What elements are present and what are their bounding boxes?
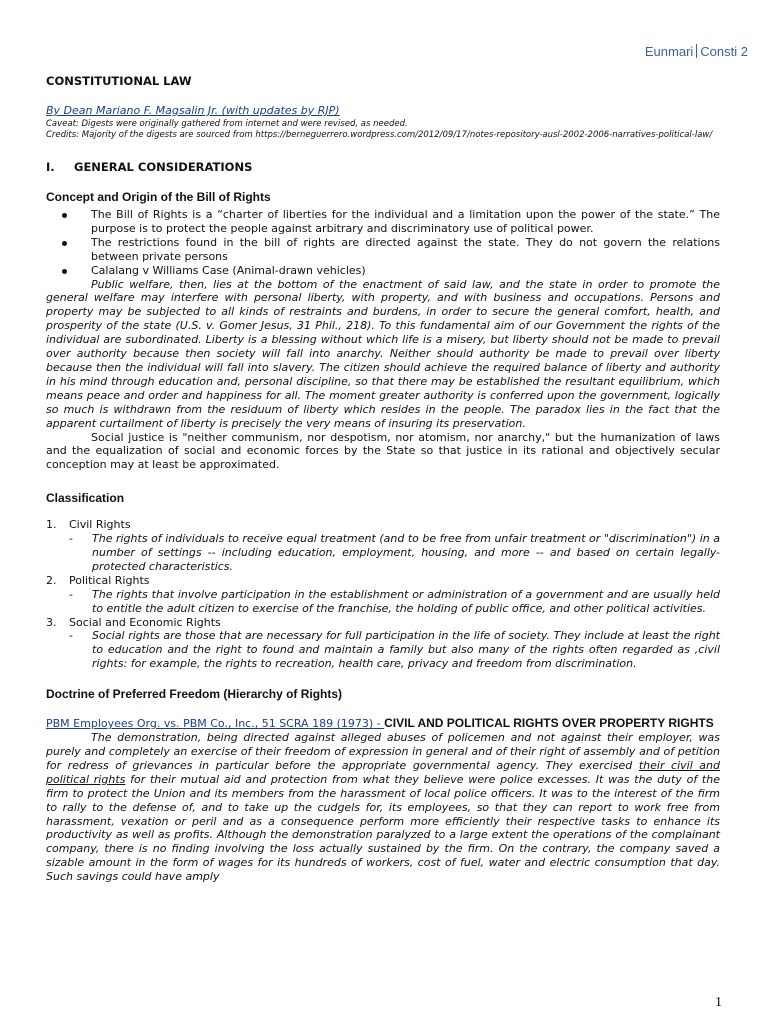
author-line: By Dean Mariano F. Magsalin Jr. (with updates by RJP)	[46, 104, 340, 117]
classification-item: 2. Political Rights - The rights that involve participation in the establishment or administration of a government and are usually held to entitle the adult citizen to exercise of the franchise, the holding of public office, and other political activities.	[46, 573, 720, 615]
page-content	[46, 74, 720, 884]
bullet-icon	[62, 213, 67, 218]
case-doctrine: CIVIL AND POLITICAL RIGHTS OVER PROPERTY RIGHTS	[384, 716, 714, 731]
header-divider	[696, 44, 697, 58]
classification-item: 1. Civil Rights - The rights of individuals to receive equal treatment (and to be free from unfair treatment or "discrimination") in a number of settings -- including education, employment, housing, and more -- and based on certain legally-protected characteristics.	[46, 518, 720, 573]
credits-note: Credits: Majority of the digests are sourced from https://berneguerrero.wordpress.com/2012/09/17/notes-repository-ausl-2002-2006-narratives-political-law/	[46, 129, 713, 140]
classification-description: - Social rights are those that are necessary for full participation in the life of society. They include at least the right to education and the right to found and maintain a family but also many of the rights often regarded as ‚civil rights: for example, the rights to recreation, health care, privacy and freedom from discrimination.	[69, 629, 720, 671]
doctrine-heading: Doctrine of Preferred Freedom (Hierarchy of Rights)	[46, 687, 343, 702]
case-body: The demonstration, being directed against alleged abuses of policemen and not against their employer, was purely and completely an exercise of their freedom of expression in general and of their right of assembly and of petition for redress of grievances in particular before the appropriate governmental agency. They exercised their civil and political rights for their mutual aid and protection from what they believe were police excesses. It was the duty of the firm to protect the Union and its members from the harassment of local police officers. It was to the interest of the firm to rally to the defense of, and to take up the cudgels for, its employees, so that they can report to work free from harassment, vexation or peril and as a consequence perform more efficiently their respective tasks to enhance its productivity as well as profits. Although the demonstration paralyzed to a large extent the operations of the complainant company, there is no finding involving the loss actually sustained by the firm. On the contrary, the company saved a sizable amount in the form of wages for its hundreds of workers, cost of fuel, water and electric consumption that day. Such savings could have amply	[46, 731, 720, 884]
social-justice-quote: Social justice is "neither communism, nor despotism, nor atomism, nor anarchy," but the humanization of laws and the equalization of social and economic forces by the State so that justice in its rational and objectively secular conception may at least be approximated.	[46, 430, 720, 472]
concept-bullet-list	[46, 208, 720, 278]
section-number: I.	[46, 160, 55, 174]
case-citation: PBM Employees Org. vs. PBM Co., Inc., 51 SCRA 189 (1973) - CIVIL AND POLITICAL RIGHTS OVER PROPERTY RIGHTS	[46, 716, 714, 731]
caveat-note: Caveat: Digests were originally gathered from internet and were revised, as needed.	[46, 119, 408, 129]
bullet-item: The Bill of Rights is a “charter of liberties for the individual and a limitation upon the power of the state.” The purpose is to protect the people against arbitrary and discriminatory use of political power.	[46, 208, 720, 236]
classification-item: 3. Social and Economic Rights - Social rights are those that are necessary for full participation in the life of society. They include at least the right to education and the right to found and maintain a family but also many of the rights often regarded as ‚civil rights: for example, the rights to recreation, health care, privacy and freedom from discrimination.	[46, 615, 720, 671]
classification-list	[46, 518, 720, 671]
header-course: Consti 2	[700, 44, 748, 59]
bullet-item: The restrictions found in the bill of rights are directed against the state. They do not govern the relations between private persons	[46, 236, 720, 264]
header-author: Eunmari	[644, 44, 694, 59]
page-number: 1	[715, 995, 722, 1010]
running-header	[645, 44, 748, 59]
classification-description: - The rights that involve participation in the establishment or administration of a government and are usually held to entitle the adult citizen to exercise of the franchise, the holding of public office, and other political activities.	[69, 587, 720, 615]
calalang-quote: Public welfare, then, lies at the bottom of the enactment of said law, and the state in order to promote the general welfare may interfere with personal liberty, with property, and with business and occupations. Persons and property may be subjected to all kinds of restraints and burdens, in order to secure the general comfort, health, and prosperity of the state (U.S. v. Gomer Jesus, 31 Phil., 218). To this fundamental aim of our Government the rights of the individual are subordinated. Liberty is a blessing without which life is a misery, but liberty should not be made to prevail over authority because then society will fall into anarchy. Neither should authority be made to prevail over liberty because then the individual will fall into slavery. The citizen should achieve the required balance of liberty and authority in his mind through education and, personal discipline, so that there may be established the resultant equilibrium, which means peace and order and happiness for all. The moment greater authority is conferred upon the government, logically so much is withdrawn from the residuum of liberty which resides in the people. The paradox lies in the fact that the apparent curtailment of liberty is precisely the very means of insuring its preservation.	[46, 277, 720, 430]
classification-heading: Classification	[46, 491, 125, 506]
case-title: PBM Employees Org. vs. PBM Co., Inc., 51 SCRA 189 (1973)	[46, 717, 374, 731]
section-title: GENERAL CONSIDERATIONS	[74, 160, 253, 174]
classification-description: - The rights of individuals to receive equal treatment (and to be free from unfair treatment or "discrimination") in a number of settings -- including education, employment, housing, and more -- and based on certain legally-protected characteristics.	[69, 532, 720, 573]
bullet-item: Calalang v Williams Case (Animal-drawn vehicles)	[46, 264, 720, 278]
classification-label: Political Rights	[69, 573, 150, 587]
concept-heading: Concept and Origin of the Bill of Rights	[46, 190, 271, 204]
document-title: CONSTITUTIONAL LAW	[46, 74, 192, 88]
classification-label: Social and Economic Rights	[69, 615, 221, 629]
section-heading	[46, 160, 720, 174]
classification-label: Civil Rights	[69, 518, 131, 532]
bullet-icon	[62, 241, 67, 246]
bullet-icon	[62, 269, 67, 274]
